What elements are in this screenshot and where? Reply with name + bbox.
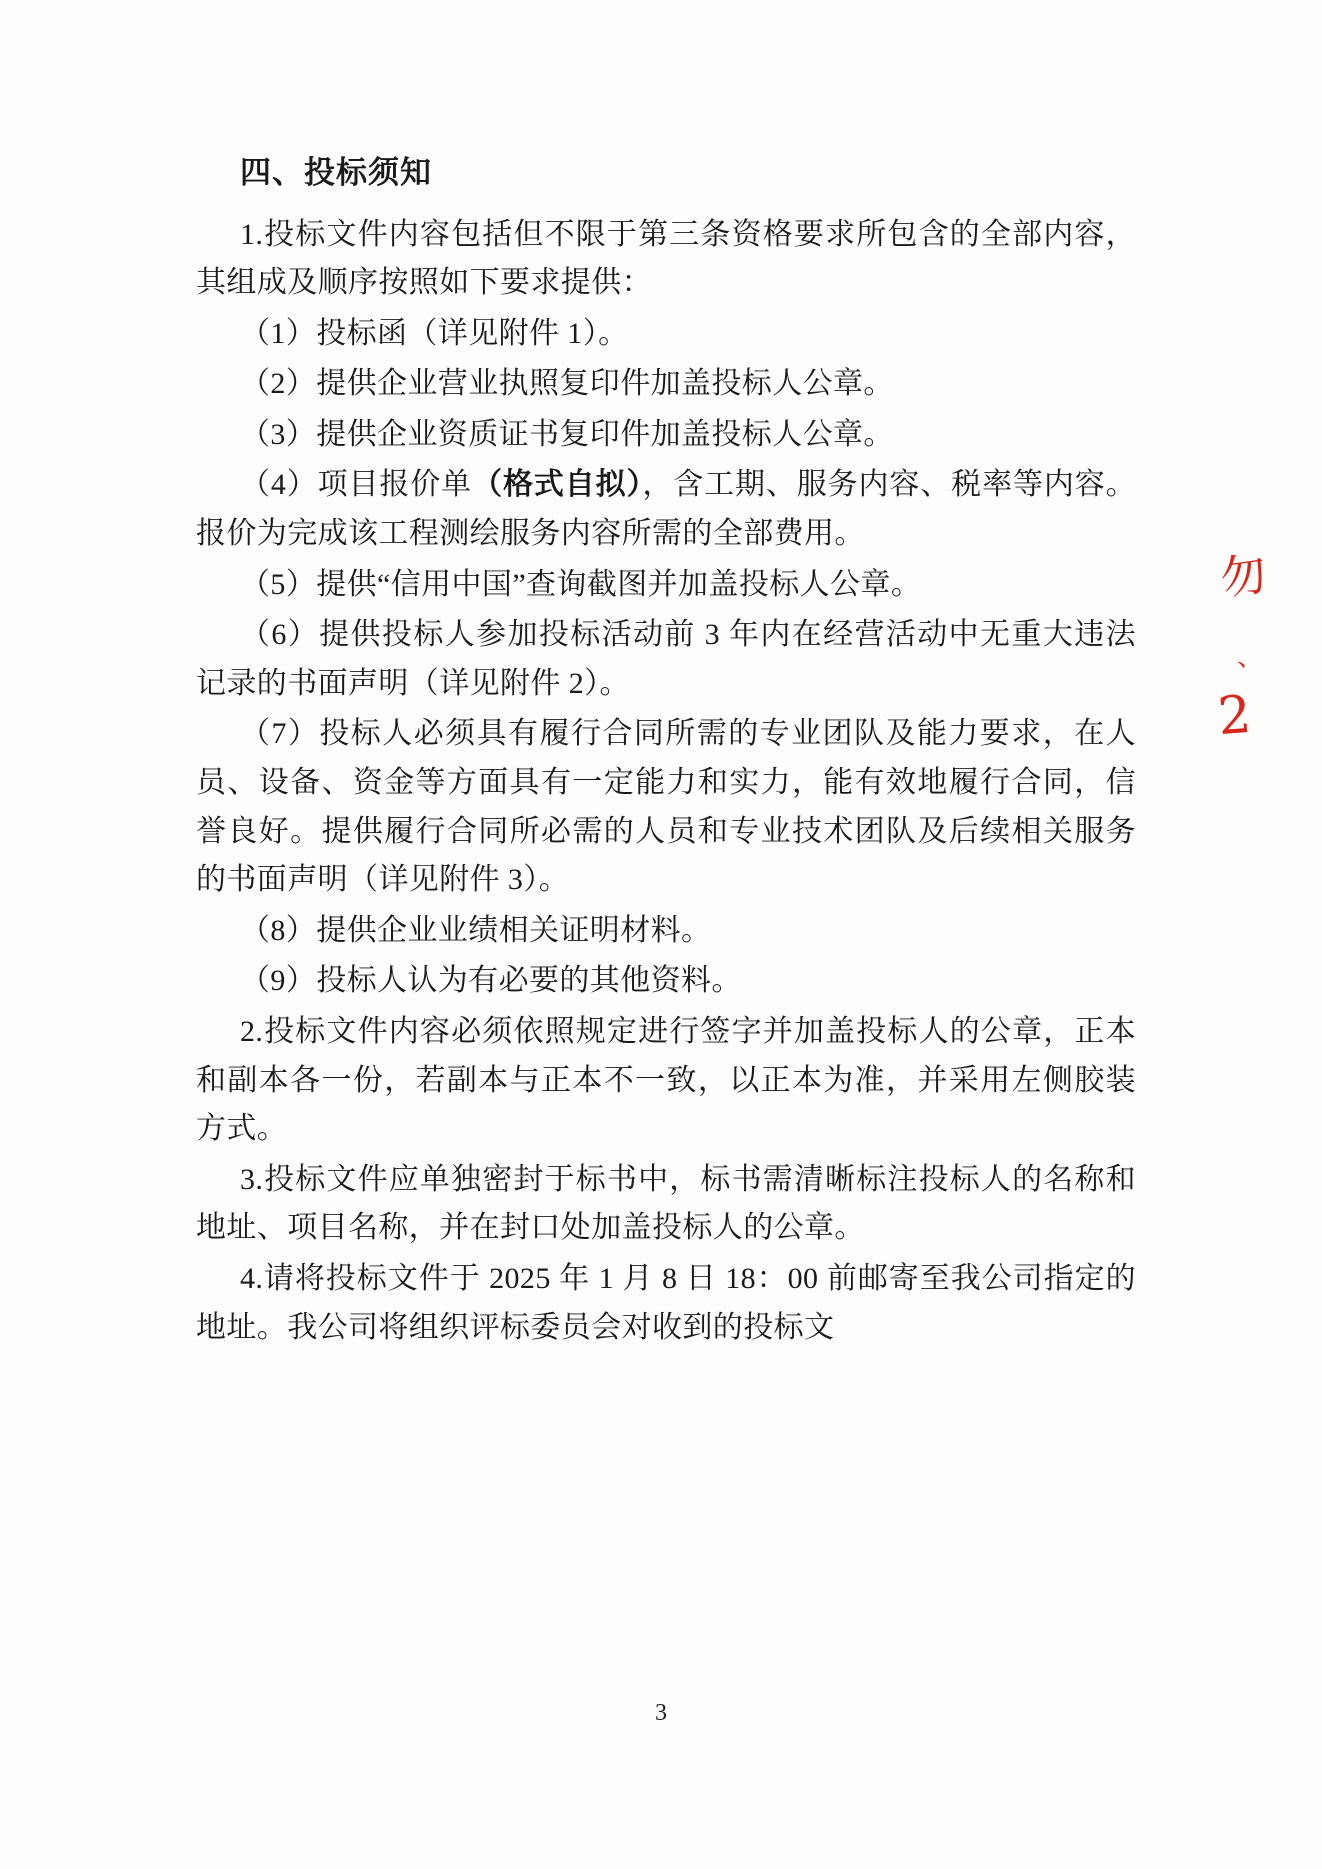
paragraph-item-1: （1）投标函（详见附件 1）。	[240, 316, 629, 350]
paragraph-item-6: （6）提供投标人参加投标活动前 3 年内在经营活动中无重大违法记录的书面声明（详见附件 2）。	[196, 618, 1136, 700]
item4-suffix: ，含工期、服务内容、税率等内容。报价为完成该工程测绘服务内容所需的全部费用。	[196, 468, 1136, 551]
item4-bold: （格式自拟）	[472, 468, 643, 502]
paragraph-item-3: （3）提供企业资质证书复印件加盖投标人公章。	[240, 417, 894, 451]
paragraph-item-4	[196, 461, 1136, 558]
item4-prefix: （4）项目报价单	[240, 468, 473, 502]
page-number: 3	[655, 1700, 667, 1726]
margin-mark-1: 勿	[1216, 546, 1270, 606]
paragraph-item-8: （8）提供企业业绩相关证明材料。	[240, 913, 712, 947]
paragraph-item-7: （7）投标人必须具有履行合同所需的专业团队及能力要求，在人员、设备、资金等方面具有一定能力和实力，能有效地履行合同，信誉良好。提供履行合同所必需的人员和专业技术团队及后续相关服务的书面声明（详见附件 3）。	[196, 717, 1136, 897]
paragraph-2: 2.投标文件内容必须依照规定进行签字并加盖投标人的公章，正本和副本各一份，若副本与正本不一致，以正本为准，并采用左侧胶装方式。	[196, 1015, 1136, 1146]
document-body	[196, 150, 1136, 1354]
margin-mark-2: 、	[1234, 640, 1264, 674]
paragraph-4: 4.请将投标文件于 2025 年 1 月 8 日 18：00 前邮寄至我公司指定的地址。我公司将组织评标委员会对收到的投标文	[196, 1261, 1136, 1344]
paragraph-item-9: （9）投标人认为有必要的其他资料。	[240, 964, 742, 998]
handwritten-margin-marks	[1214, 540, 1284, 790]
paragraph-item-5: （5）提供“信用中国”查询截图并加盖投标人公章。	[240, 567, 922, 601]
paragraph-1: 1.投标文件内容包括但不限于第三条资格要求所包含的全部内容，其组成及顺序按照如下要求提供：	[196, 217, 1136, 300]
paragraph-item-2: （2）提供企业营业执照复印件加盖投标人公章。	[240, 367, 894, 401]
margin-mark-3: 2	[1215, 684, 1254, 748]
paragraph-3: 3.投标文件应单独密封于标书中，标书需清晰标注投标人的名称和地址、项目名称，并在封口处加盖投标人的公章。	[196, 1162, 1136, 1245]
section-title: 四、投标须知	[240, 155, 432, 190]
